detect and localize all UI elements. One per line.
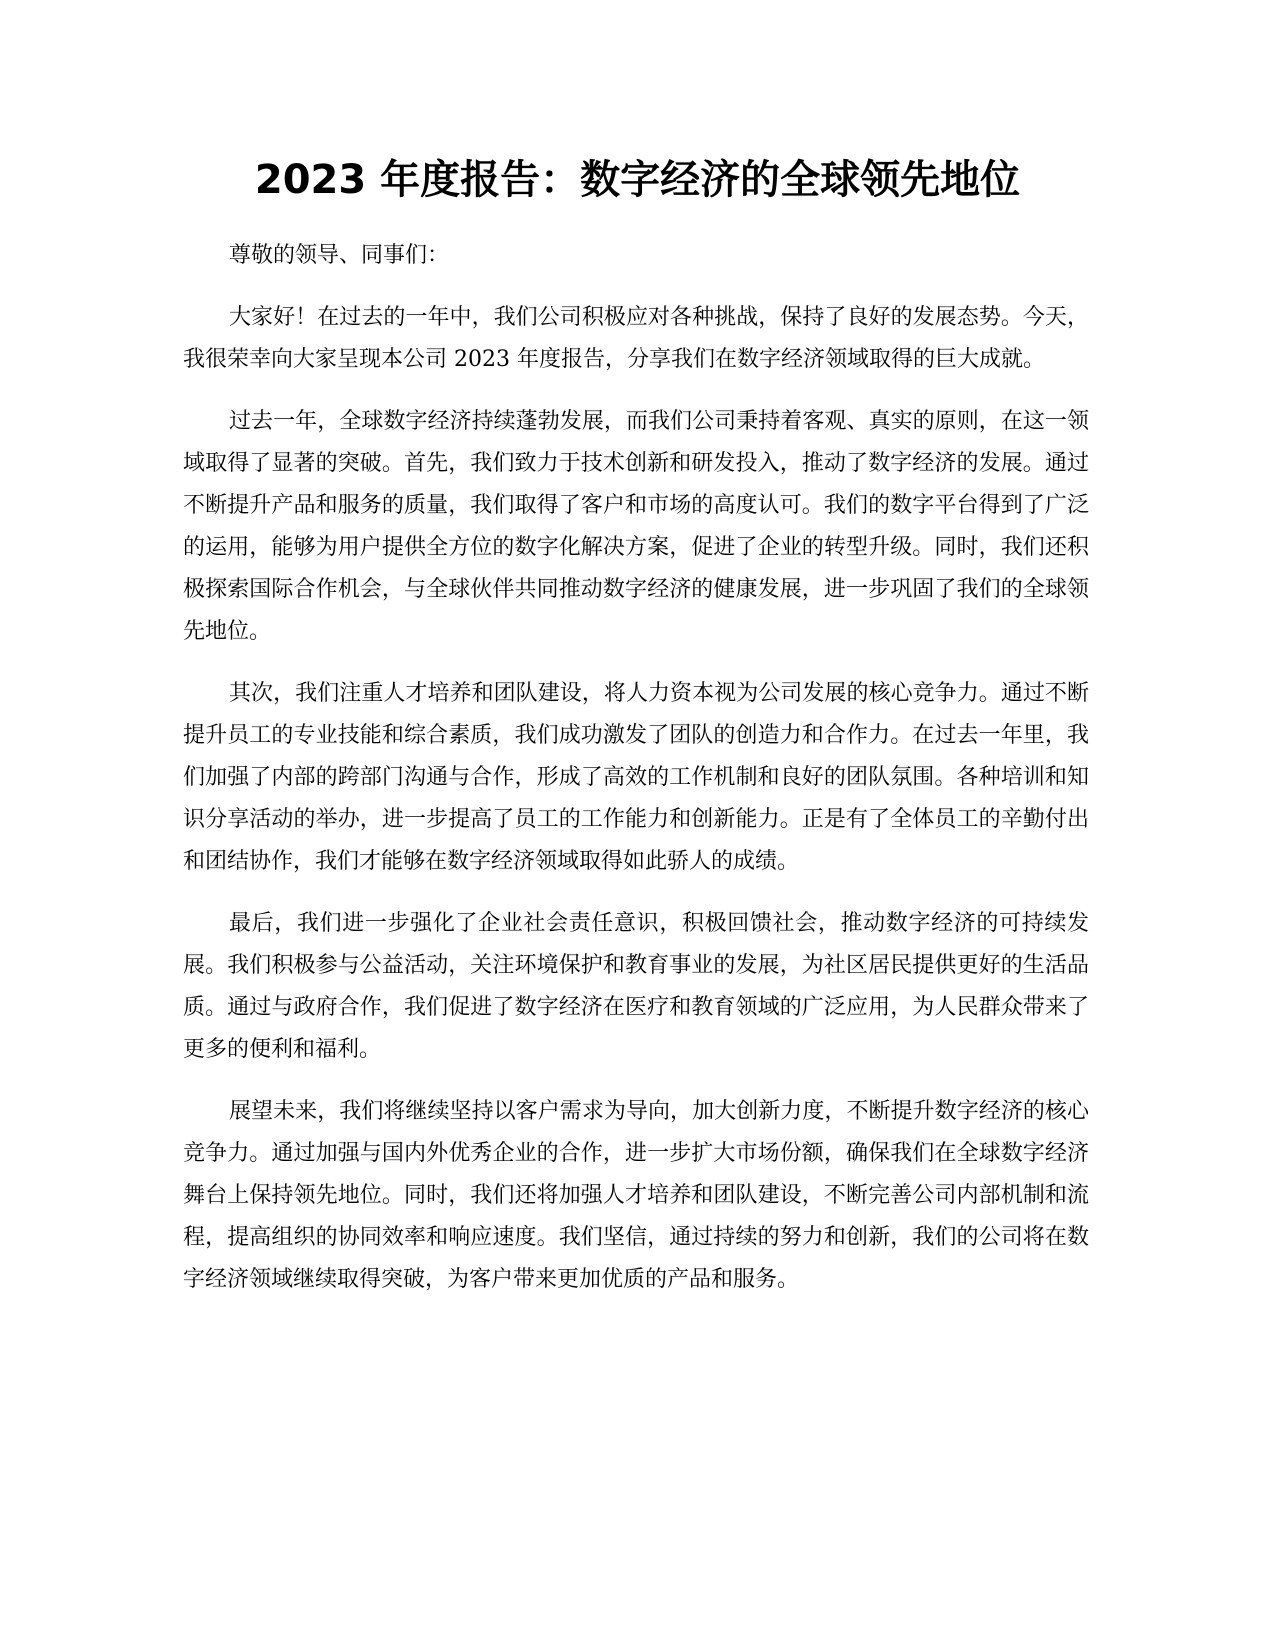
document-title: 2023 年度报告：数字经济的全球领先地位 <box>254 157 1021 203</box>
paragraph-greeting: 大家好！在过去的一年中，我们公司积极应对各种挑战，保持了良好的发展态势。今天，我很荣幸向大家呈现本公司 2023 年度报告，分享我们在数字经济领域取得的巨大成就。 <box>183 305 1089 372</box>
paragraph-global-digital-economy: 过去一年，全球数字经济持续蓬勃发展，而我们公司秉持着客观、真实的原则，在这一领域取得了显著的突破。首先，我们致力于技术创新和研发投入，推动了数字经济的发展。通过不断提升产品和服务的质量，我们取得了客户和市场的高度认可。我们的数字平台得到了广泛的运用，能够为用户提供全方位的数字化解决方案，促进了企业的转型升级。同时，我们还积极探索国际合作机会，与全球伙伴共同推动数字经济的健康发展，进一步巩固了我们的全球领先地位。 <box>183 409 1089 644</box>
document-body <box>183 235 1089 1321</box>
paragraph-outlook: 展望未来，我们将继续坚持以客户需求为导向，加大创新力度，不断提升数字经济的核心竞争力。通过加强与国内外优秀企业的合作，进一步扩大市场份额，确保我们在全球数字经济舞台上保持领先地位。同时，我们还将加强人才培养和团队建设，不断完善公司内部机制和流程，提高组织的协同效率和响应速度。我们坚信，通过持续的努力和创新，我们的公司将在数字经济领域继续取得突破，为客户带来更加优质的产品和服务。 <box>183 1099 1089 1292</box>
paragraph-talent-team: 其次，我们注重人才培养和团队建设，将人力资本视为公司发展的核心竞争力。通过不断提升员工的专业技能和综合素质，我们成功激发了团队的创造力和合作力。在过去一年里，我们加强了内部的跨部门沟通与合作，形成了高效的工作机制和良好的团队氛围。各种培训和知识分享活动的举办，进一步提高了员工的工作能力和创新能力。正是有了全体员工的辛勤付出和团结协作，我们才能够在数字经济领域取得如此骄人的成绩。 <box>183 681 1089 874</box>
paragraph-social-responsibility: 最后，我们进一步强化了企业社会责任意识，积极回馈社会，推动数字经济的可持续发展。我们积极参与公益活动，关注环境保护和教育事业的发展，为社区居民提供更好的生活品质。通过与政府合作，我们促进了数字经济在医疗和教育领域的广泛应用，为人民群众带来了更多的便利和福利。 <box>183 911 1089 1062</box>
salutation: 尊敬的领导、同事们： <box>229 243 450 268</box>
